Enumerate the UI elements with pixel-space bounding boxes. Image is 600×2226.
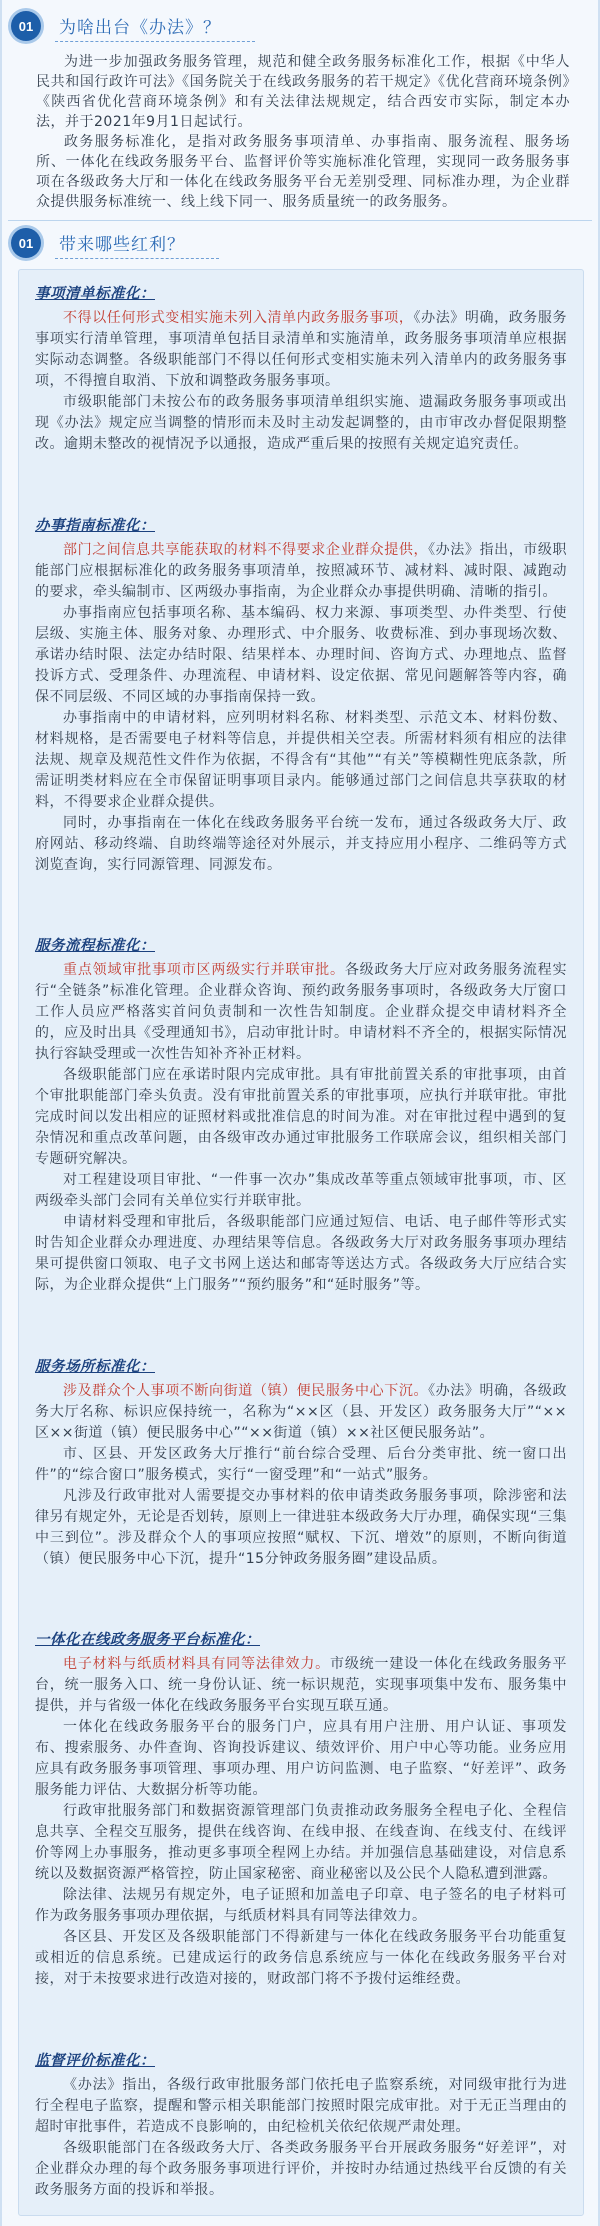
benefit-paragraph: 市、区县、开发区政务大厅推行“前台综合受理、后台分类审批、统一窗口出件”的“综合窗口”服务模式，实行“一窗受理”和“一站式”服务。: [35, 1445, 567, 1483]
benefit-paragraph: 《办法》指出，各级行政审批服务部门依托电子监察系统，对同级审批行为进行全程电子监察，提醒和警示相关职能部门按照时限完成审批。对于无正当理由的超时审批事件，若造成不良影响的，由纪检机关依纪依规严肃处理。: [35, 2076, 567, 2135]
benefit-heading: 监督评价标准化：: [35, 2052, 155, 2069]
benefit-paragraph: [35, 960, 567, 1065]
benefit-paragraph: 对工程建设项目审批、“一件事一次办”集成改革等重点领域审批事项，市、区两级牵头部门会同有关单位实行并联审批。: [35, 1172, 567, 1210]
benefit-paragraph: 市级职能部门未按公布的政务服务事项清单组织实施、遗漏政务服务事项或出现《办法》规定应当调整的情形而未及时主动发起调整的，由市审改办督促限期整改。逾期未整改的视情况予以通报，造成严重后果的按照有关规定追究责任。: [35, 394, 567, 452]
benefit-heading: 服务场所标准化：: [35, 1358, 155, 1375]
section-number-badge: 01: [11, 11, 41, 41]
benefits-section: [2, 225, 598, 2216]
benefit-heading: 服务流程标准化：: [35, 938, 155, 955]
paragraph-text: 《办法》明确，各级政务大厅名称、标识应保持统一，名称为“××区（县、开发区）政务服务大厅”“××区××街道（镇）便民服务中心”“××街道（镇）××社区便民服务站”。: [35, 1382, 568, 1441]
intro-paragraph: 为进一步加强政务服务管理，规范和健全政务服务标准化工作，根据《中华人民共和国行政许可法》《国务院关于在线政务服务的若干规定》《优化营商环境条例》《陕西省优化营商环境条例》和有关法律法规规定，结合西安市实际，制定本办法，并于2021年9月1日起试行。: [36, 54, 570, 130]
benefit-paragraph: [35, 308, 567, 392]
benefit-paragraph: [35, 540, 567, 603]
highlight-text: 重点领域审批事项市区两级实行并联审批。: [63, 962, 345, 979]
benefit-item-process: [35, 934, 567, 1296]
benefits-header: [2, 225, 598, 261]
benefit-item-supervision: [35, 2049, 567, 2201]
paragraph-text: 《办法》明确，政务服务事项实行清单管理，事项清单包括目录清单和实施清单，政务服务事项清单应根据实际动态调整。各级职能部门不得以任何形式变相实施未列入清单内的政务服务事项，不得擅自取消、下放和调整政务服务事项。: [35, 310, 568, 389]
benefit-paragraph: 各区县、开发区及各级职能部门不得新建与一体化在线政务服务平台功能重复或相近的信息系统。已建成运行的政务信息系统应与一体化在线政务服务平台对接，对于未按要求进行改造对接的，财政部门将不予拨付运维经费。: [35, 1929, 567, 1988]
highlight-text: 部门之间信息共享能获取的材料不得要求企业群众提供，: [63, 541, 429, 558]
benefit-paragraph: 行政审批服务部门和数据资源管理部门负责推动政务服务全程电子化、全程信息共享、全程交互服务，提供在线咨询、在线申报、在线查询、在线支付、在线评价等网上办事服务，推动更多事项全程网上办结。并加强信息基础建设，对信息系统以及数据资源严格管控，防止国家秘密、商业秘密以及公民个人隐私遭到泄露。: [35, 1803, 567, 1883]
benefit-heading: 一体化在线政务服务平台标准化：: [35, 1632, 260, 1649]
intro-section: [2, 8, 598, 212]
benefit-paragraph: 申请材料受理和审批后，各级职能部门应通过短信、电话、电子邮件等形式实时告知企业群众办理进度、办理结果等信息。各级政务大厅对政务服务事项办理结果可提供窗口领取、电子文书网上送达和邮寄等送达方式。各级政务大厅应结合实际，为企业群众提供“上门服务”“预约服务”和“延时服务”等。: [35, 1214, 567, 1294]
benefit-item-venue: [35, 1355, 567, 1570]
benefit-paragraph: 除法律、法规另有规定外，电子证照和加盖电子印章、电子签名的电子材料可作为政务服务事项办理依据，与纸质材料具有同等法律效力。: [35, 1887, 567, 1925]
benefit-heading: 办事指南标准化：: [35, 517, 155, 534]
benefit-paragraph: 一体化在线政务服务平台的服务门户，应具有用户注册、用户认证、事项发布、搜索服务、办件查询、咨询投诉建议、绩效评价、用户中心等功能。业务应用应具有政务服务事项管理、事项办理、用户访问监测、电子监察、“好差评”、政务服务能力评估、大数据分析等功能。: [35, 1719, 567, 1799]
benefit-paragraph: [35, 1381, 567, 1444]
benefit-paragraph: 各级职能部门在各级政务大厅、各类政务服务平台开展政务服务“好差评”，对企业群众办理的每个政务服务事项进行评价，并按时办结通过热线平台反馈的有关政务服务方面的投诉和举报。: [35, 2139, 567, 2198]
benefit-heading: 事项清单标准化：: [35, 286, 155, 302]
benefit-paragraph: 办事指南应包括事项名称、基本编码、权力来源、事项类型、办件类型、行使层级、实施主体、服务对象、办理形式、中介服务、收费标准、到办事现场次数、承诺办结时限、法定办结时限、结果样本、办理时间、咨询方式、办理地点、监督投诉方式、受理条件、办理流程、申请材料、设定依据、常见问题解答等内容，确保不同层级、不同区域的办事指南保持一致。: [35, 604, 567, 705]
intro-header: [2, 8, 598, 44]
paragraph-text: 各级政务大厅应对政务服务流程实行“全链条”标准化管理。企业群众咨询、预约政务服务事项时，各级政务大厅窗口工作人员应严格落实首问负责制和一次性告知制度。企业群众提交申请材料齐全的，应及时出具《受理通知书》，启动审批计时。申请材料不齐全的，根据实际情况执行容缺受理或一次性告知补齐补正材料。: [35, 962, 568, 1063]
highlight-text: 电子材料与纸质材料具有同等法律效力。: [63, 1656, 330, 1673]
highlight-text: 不得以任何形式变相实施未列入清单内政务服务事项，: [63, 310, 414, 326]
benefit-paragraph: 凡涉及行政审批对人需要提交办事材料的依申请类政务服务事项，除涉密和法律另有规定外，无论是否划转，原则上一律进驻本级政务大厅办理，确保实现“三集中三到位”。涉及群众个人的事项应按照“赋权、下沉、增效”的原则，不断向街道（镇）便民服务中心下沉，提升“15分钟政务服务圈”建设品质。: [35, 1487, 567, 1567]
benefits-box: [18, 269, 584, 2216]
highlight-text: 涉及群众个人事项不断向街道（镇）便民服务中心下沉。: [63, 1382, 429, 1399]
paragraph-text: 《办法》指出，市级职能部门应根据标准化的政务服务事项清单，按照减环节、减材料、减时限、减跑动的要求，牵头编制市、区两级办事指南，为企业群众办事提供明确、清晰的指引。: [35, 541, 568, 600]
benefit-item-checklist: [35, 282, 567, 455]
paragraph-text: 市级统一建设一体化在线政务服务平台，统一服务入口、统一身份认证、统一标识规范，实现事项集中发布、服务集中提供，并与省级一体化在线政务服务平台实现互联互通。: [35, 1656, 567, 1715]
intro-title: 为啥出台《办法》？: [55, 11, 255, 42]
benefit-item-guide: [35, 514, 567, 876]
benefits-title: 带来哪些红利？: [55, 228, 219, 259]
intro-paragraph: 政务服务标准化，是指对政务服务事项清单、办事指南、服务流程、服务场所、一体化在线政务服务平台、监督评价等实施标准化管理，实现同一政务服务事项在各级政务大厅和一体化在线政务服务平台无差别受理、同标准办理，为企业群众提供服务标准统一、线上线下同一、服务质量统一的政务服务。: [36, 134, 570, 210]
benefit-item-online-platform: [35, 1628, 567, 1990]
benefit-paragraph: 办事指南中的申请材料，应列明材料名称、材料类型、示范文本、材料份数、材料规格，是否需要电子材料等信息，并提供相关空表。所需材料须有相应的法律法规、规章及规范性文件作为依据，不得含有“其他”“有关”等模糊性兜底条款，所需证明类材料应在全市保留证明事项目录内。能够通过部门之间信息共享获取的材料，不得要求企业群众提供。: [35, 709, 567, 810]
benefit-paragraph: 同时，办事指南在一体化在线政务服务平台统一发布，通过各级政务大厅、政府网站、移动终端、自助终端等途径对外展示，并支持应用小程序、二维码等方式浏览查询，实行同源管理、同源发布。: [35, 814, 567, 873]
benefit-paragraph: 各级职能部门应在承诺时限内完成审批。具有审批前置关系的审批事项，由首个审批职能部门牵头负责。没有审批前置关系的审批事项，应执行并联审批。审批完成时间以发出相应的证照材料或批准信息的时间为准。对在审批过程中遇到的复杂情况和重点改革问题，由各级审改办通过审批服务工作联席会议，组织相关部门专题研究解决。: [35, 1067, 567, 1168]
section-divider: [8, 220, 592, 221]
section-number-badge: 01: [11, 228, 41, 258]
benefit-paragraph: [35, 1654, 567, 1717]
